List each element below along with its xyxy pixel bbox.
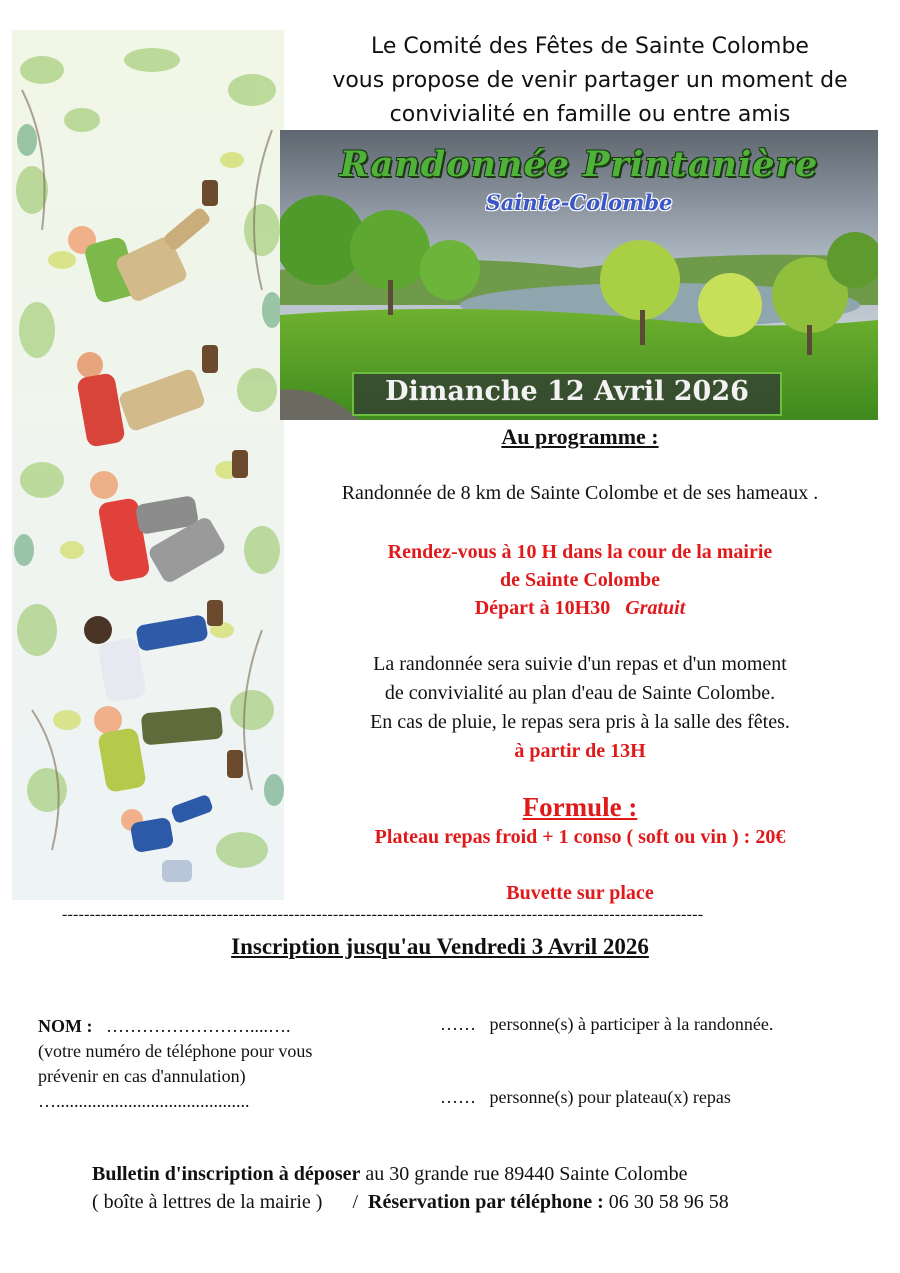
meal-line-2: de convivialité au plan d'eau de Sainte Colombe. xyxy=(384,682,776,704)
banner-date: Dimanche 12 Avril 2026 xyxy=(385,376,749,407)
phone-line-1: (votre numéro de téléphone pour vous xyxy=(38,1041,313,1061)
intro-line-1: Le Comité des Fêtes de Sainte Colombe xyxy=(371,34,809,59)
banner-subtitle: Sainte-Colombe xyxy=(485,190,673,215)
footer-slash: / xyxy=(352,1191,359,1213)
footer-line-1 xyxy=(92,1160,872,1188)
intro-line-2: vous propose de venir partager un moment de xyxy=(332,68,848,93)
name-row xyxy=(38,1014,418,1039)
meal-count-dots: …… xyxy=(440,1087,476,1107)
departure-time: Départ à 10H30 xyxy=(474,597,611,619)
meal-time: à partir de 13H xyxy=(514,740,646,762)
registration-deadline: Inscription jusqu'au Vendredi 3 Avril 2026 xyxy=(231,934,649,959)
name-dots: ……………………....…. xyxy=(105,1016,291,1036)
formula-text: Plateau repas froid + 1 conso ( soft ou vin ) : 20€ xyxy=(374,826,786,848)
price-free: Gratuit xyxy=(625,597,686,619)
registration-form-left xyxy=(38,1014,418,1114)
meal-line-3: En cas de pluie, le repas sera pris à la salle des fêtes. xyxy=(370,711,790,733)
phone-number: 06 30 58 96 58 xyxy=(608,1191,729,1213)
footer-line-2 xyxy=(92,1188,872,1216)
meal-count-label: personne(s) pour plateau(x) repas xyxy=(489,1087,731,1107)
intro-line-3: convivialité en famille ou entre amis xyxy=(389,102,791,127)
hike-count-dots: …… xyxy=(440,1014,476,1034)
phone-line-2: prévenir en cas d'annulation) xyxy=(38,1066,246,1086)
departure-line xyxy=(290,594,870,622)
program-route: Randonnée de 8 km de Sainte Colombe et de ses hameaux . xyxy=(341,482,819,504)
hikers-illustration xyxy=(12,30,284,900)
hike-count-label: personne(s) à participer à la randonnée. xyxy=(489,1014,774,1034)
meal-count-row xyxy=(440,1087,880,1108)
cut-line-separator: -------------------------------------------------------------------------------------------------------------------- xyxy=(62,906,704,923)
intro-text xyxy=(300,30,880,132)
mailbox-note: ( boîte à lettres de la mairie ) xyxy=(92,1191,323,1213)
banner-title: Randonnée Printanière xyxy=(339,144,819,185)
buvette-text: Buvette sur place xyxy=(506,882,654,904)
footer xyxy=(92,1160,872,1216)
hike-count-row xyxy=(440,1014,880,1035)
event-banner xyxy=(280,130,878,420)
bulletin-label: Bulletin d'inscription à déposer xyxy=(92,1163,361,1185)
meeting-line-1: Rendez-vous à 10 H dans la cour de la mairie xyxy=(387,541,773,563)
meal-info xyxy=(290,650,870,766)
meeting-info xyxy=(290,538,870,622)
meeting-line-2: de Sainte Colombe xyxy=(500,569,660,591)
bulletin-address: au 30 grande rue 89440 Sainte Colombe xyxy=(365,1163,688,1185)
name-label: NOM : xyxy=(38,1016,93,1036)
program-heading: Au programme : xyxy=(501,424,659,449)
phone-dots: …........................................... xyxy=(38,1091,250,1111)
formula-heading: Formule : xyxy=(522,792,638,822)
phone-reservation-label: Réservation par téléphone : xyxy=(368,1191,604,1213)
meal-line-1: La randonnée sera suivie d'un repas et d'un moment xyxy=(373,653,787,675)
